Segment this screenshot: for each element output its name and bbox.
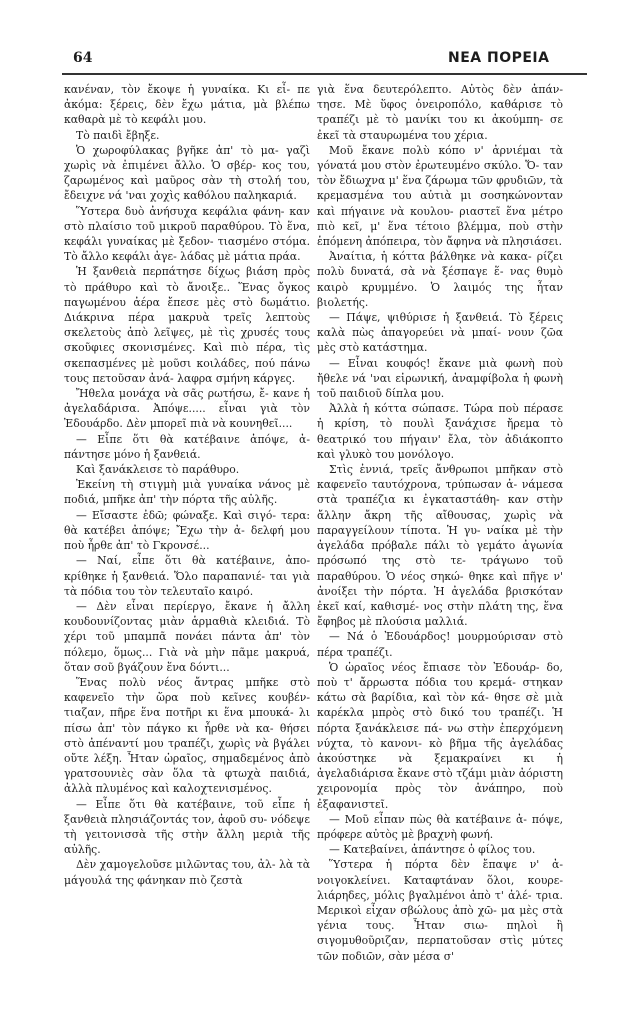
- paragraph: Ὕστερα δυὸ ἀνήσυχα κεφάλια φάνη- καν στὸ πλαίσιο τοῦ μικροῦ παραθύρου. Τὸ ἕνα, κεφάλι γυναίκας μὲ ξεδον- τιασμένο στόμα. Τὸ ἄλλο κεφάλι ἀγε- λάδας μὲ μάτια πράα.: [64, 204, 310, 264]
- paragraph: — Μοῦ εἶπαν πὼς θὰ κατέβαινε ἀ- πόψε, πρόφερε αὐτὸς μὲ βραχνὴ φωνή.: [317, 812, 563, 841]
- paragraph: — Πάψε, ψιθύρισε ἡ ξανθειά. Τὸ ξέρεις καλὰ πὼς ἀπαγορεύει νὰ μπαί- νουν ζῶα μὲς στὸ κατάστημα.: [317, 311, 563, 355]
- paragraph: Ἀλλὰ ἡ κόττα σώπασε. Τώρα ποὺ πέρασε ἡ κρίση, τὸ πουλὶ ξανάχισε ἤρεμα τὸ θεατρικό του πήγαιν' ἔλα, τὸν ἀδιάκοπτο καὶ γλυκὸ του μονόλογο.: [317, 402, 563, 461]
- paragraph: Ὕστερα ἡ πόρτα δὲν ἔπαψε ν' ἀ- νοιγοκλείνει. Καταφτάναν ὅλοι, κουρε- λιάρηδες, μόλις βγαλμένοι ἀπὸ τ' ἀλέ- τρια. Μερικοὶ εἶχαν σβώλους ἀπὸ χῶ- μα μὲς στὰ γένια τους. Ἦταν σιω- πηλοὶ ἢ σιγομυθοῦριζαν, περπατοῦσαν στὶς μύτες τῶν ποδιῶν, σὰν μέσα σ': [317, 858, 563, 963]
- paragraph: — Ναί, εἶπε ὅτι θὰ κατέβαινε, ἀπο- κρίθηκε ἡ ξανθειά. Ὅλο παραπανιέ- ται γιὰ τὰ πόδια του τὸν τελευταῖο καιρό.: [64, 554, 310, 598]
- paragraph: Καὶ ξανάκλεισε τὸ παράθυρο.: [76, 463, 240, 477]
- right-column: [317, 82, 563, 964]
- paragraph: Ἐκείνη τὴ στιγμὴ μιὰ γυναίκα νάνος μὲ ποδιά, μπῆκε ἀπ' τὴν πόρτα τῆς αὐλῆς.: [64, 478, 310, 507]
- paragraph: — Εἶπε ὅτι θὰ κατέβαινε, τοῦ εἶπε ἡ ξανθειὰ πλησιάζοντάς τον, ἀφοῦ συ- νόδεψε τὴ γειτονισσὰ τῆς στὴν ἄλλη μεριὰ τῆς αὐλῆς.: [64, 797, 310, 857]
- paragraph: — Εἴσαστε ἐδῶ; φώναξε. Καὶ σιγό- τερα: θὰ κατέβει ἀπόψε; Ἔχω τὴν ἀ- δελφή μου ποὺ ἦρθε ἀπ' τὸ Γκρονσέ...: [64, 508, 310, 553]
- paragraph: Ὁ χωροφύλακας βγῆκε ἀπ' τὸ μα- γαζὶ χωρὶς νὰ ἐπιμένει ἄλλο. Ὁ σβέρ- κος του, ζαρωμένος καὶ μαῦρος σὰν τὴ στολή του, ἔδειχνε νά 'ναι χοχὶς καθόλου παληκαριά.: [64, 143, 310, 203]
- paragraph: — Κατεβαίνει, ἀπάντησε ὁ φίλος του.: [329, 843, 536, 857]
- paragraph: γιὰ ἕνα δευτερόλεπτο. Αὐτὸς δὲν ἀπάν- τησε. Μὲ ὕφος ὀνειροπόλο, καθάρισε τὸ τραπέζι μὲ τὸ μανίκι του κι ἀκούμπη- σε ἐκεῖ τὰ σταυρωμένα του χέρια.: [317, 83, 563, 142]
- paragraph: Ἤθελα μονάχα νὰ σᾶς ρωτήσω, ἔ- κανε ἡ ἀγελαδάρισα. Ἀπόψε..... εἶναι γιὰ τὸν Ἐδουάρδο. Δὲν μπορεῖ πιὰ νὰ κουνηθεῖ....: [64, 387, 310, 431]
- paragraph: κανέναν, τὸν ἔκοψε ἡ γυναίκα. Κι εἶ- πε ἀκόμα: ξέρεις, δὲν ἔχω μάτια, μὰ βλέπω καθαρὰ μὲ τὸ κεφάλι μου.: [64, 83, 310, 127]
- paragraph: Ἕνας πολὺ νέος ἄντρας μπῆκε στὸ καφενεῖο τὴν ὥρα ποὺ κεῖνες κουβέν- τιαζαν, πῆρε ἕνα ποτῆρι κι ἕνα μπουκά- λι πίσω ἀπ' τὸν πάγκο κι ἦρθε νὰ κα- θήσει στὸ ἀπέναντί μου τραπέζι, χωρὶς νὰ βγάλει οὔτε λέξη. Ἦταν ὡραῖος, σημαδεμένος ἀπὸ γρατσουνιὲς σὰν ὅλα τὰ φτωχὰ παιδιά, ἀλλὰ πλυμένος καὶ καλοχτενισμένος.: [64, 675, 310, 796]
- paragraph: Ἡ ξανθειὰ περπάτησε δίχως βιάση πρὸς τὸ πράθυρο καὶ τὸ ἄνοιξε.. Ἕνας ὄγκος παγωμένου ἀέρα ἔπεσε μὲς στὸ δωμάτιο. Διάκρινα πέρα μακρυὰ τρεῖς λεπτοὺς σκελετοὺς ἀπὸ λεῖψες, μὲ τὶς χρυσές τους σκοῦφιες σκονισμένες. Καὶ πιὸ πέρα, τὶς σκεπασμένες μὲ μοῦσι κοιλάδες, πού πάνω τους πετοῦσαν ἀνά- λαφρα σμήνη κάργες.: [64, 265, 310, 385]
- paragraph: Στὶς ἐννιά, τρεῖς ἄνθρωποι μπῆκαν στὸ καφενεῖο ταυτόχρονα, τρύπωσαν ἀ- νάμεσα στὰ τραπέζια κι ἐγκαταστάθη- καν στὴν ἄλλην ἄκρη τῆς αἴθουσας, χωρὶς νὰ παραγγείλουν τίποτα. Ἡ γυ- ναίκα μὲ τὴν ἀγελάδα πρόβαλε πάλι τὸ γεμάτο ἀγωνία πρόσωπό της στὸ τε- τράγωνο τοῦ παραθύρου. Ὁ νέος σηκώ- θηκε καὶ πῆγε ν' ἀνοίξει τὴν πόρτα. Ἡ ἀγελάδα βρισκόταν ἐκεῖ καί, καθισμέ- νος στὴν πλάτη της, ἕνα ἔφηβος μὲ πλούσια μαλλιά.: [317, 463, 563, 629]
- paragraph: — Δὲν εἶναι περίεργο, ἔκανε ἡ ἄλλη κουδουνίζοντας μιὰν ἁρμαθιὰ κλειδιά. Τὸ χέρι τοῦ μπαμπᾶ πονάει πάντα ἀπ' τὸν πόλεμο, ὅμως... Γιὰ νὰ μὴν πᾶμε μακρυά, ὅταν σοῦ βγάζουν ἕνα δόντι...: [64, 599, 310, 674]
- paragraph: — Εἶπε ὅτι θὰ κατέβαινε ἀπόψε, ἀ- πάντησε μόνο ἡ ξανθειά.: [64, 432, 310, 461]
- paragraph: Ὁ ὡραῖος νέος ἔπιασε τὸν Ἐδουάρ- δο, ποὺ τ' ἄρρωστα πόδια του κρεμά- στηκαν κάτω σὰ βαρίδια, καὶ τὸν κά- θησε σὲ μιὰ καρέκλα μπρὸς στὸ δικό του τραπέζι. Ἡ πόρτα ξανάκλεισε πά- νω στὴν ἐπερχόμενη νύχτα, τὸ κανονι- κὸ βῆμα τῆς ἀγελάδας ἀκούστηκε νὰ ξεμακραίνει κι ἡ ἀγελαδιάρισα ἔκανε στὸ τζάμι μιὰν ἀόριστη χειρονομία πρὸς τὸν ἀνάπηρο, ποὺ ἐξαφανιστεῖ.: [317, 660, 563, 811]
- paragraph: — Εἶναι κουφός! ἔκανε μιὰ φωνὴ ποὺ ἤθελε νά 'ναι εἰρωνική, ἀναμφίβολα ἡ φωνὴ τοῦ παιδιοῦ δίπλα μου.: [317, 356, 563, 401]
- paragraph: Μοῦ ἔκανε πολὺ κόπο ν' ἀρνιέμαι τὰ γόνατά μου στὸν ἐρωτευμένο σκύλο. Ὅ- ταν τὸν ἔδιωχνα μ' ἕνα ζάρωμα τῶν φρυδιῶν, τὰ κρεμασμένα του αὐτιὰ μι σοσηκώνονταν καὶ πήγαινε νὰ κουλου- ριαστεῖ ἕνα μέτρο πιὸ κεῖ, μ' ἕνα τέτοιο βλέμμα, ποὺ στὴν ἑπόμενη ἀπόπειρα, τὸν ἄφηνα νὰ πλησιάσει.: [317, 143, 563, 249]
- paragraph: Τὸ παιδὶ ἔβηξε.: [76, 128, 160, 142]
- paragraph: Δὲν χαμογελοῦσε μιλῶντας του, ἀλ- λὰ τὰ μάγουλά της φάνηκαν πιὸ ζεστὰ: [64, 858, 310, 887]
- paragraph: — Νά ὁ Ἐδουάρδος! μουρμούρισαν στὸ πέρα τραπέζι.: [317, 630, 563, 659]
- running-title: ΝΕΑ ΠΟΡΕΙΑ: [448, 50, 550, 66]
- left-column: [64, 82, 310, 888]
- header-rule: [62, 73, 587, 75]
- page-number: 64: [73, 50, 93, 66]
- paragraph: Ἀναίτια, ἡ κόττα βάλθηκε νὰ κακα- ρίζει πολὺ δυνατά, σὰ νὰ ξέσπαγε ἕ- νας θυμὸ καιρὸ κρυμμένο. Ὁ λαιμός της ἦταν βιολετής.: [317, 250, 563, 309]
